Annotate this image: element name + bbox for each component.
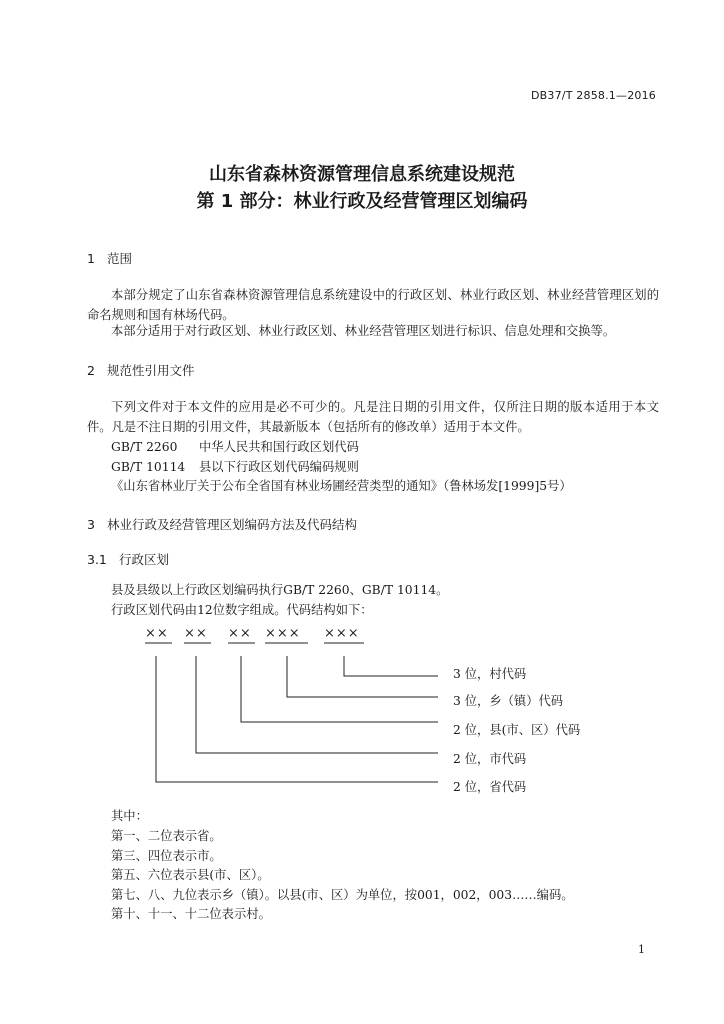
document-title: 山东省森林资源管理信息系统建设规范 [209,164,515,185]
section-2-para-1: 下列文件对于本文件的应用是必不可少的。凡是注日期的引用文件，仅所注日期的版本适用于本文件。凡是不注日期的引用文件，其最新版本（包括所有的修改单）适用于本文件。 [87,400,659,434]
reference-item [111,437,359,455]
note-line: 第五、六位表示县(市、区）。 [111,868,270,882]
code-group-city: ×× [184,626,208,641]
note-line: 第一、二位表示省。 [111,829,222,843]
section-number: 1 [87,251,95,266]
standard-code: DB37/T 2858.1—2016 [530,89,656,102]
connector-township [287,656,438,697]
section-2-heading [87,361,195,379]
section-title: 范围 [107,251,133,266]
connector-city [196,656,438,753]
label-village-code: 3 位，村代码 [453,667,527,681]
document-subtitle: 第 1 部分：林业行政及经营管理区划编码 [196,191,528,212]
section-title: 行政区划 [119,552,170,567]
section-number: 2 [87,363,95,378]
section-3-1-heading [87,550,169,568]
note-line: 第十、十一、十二位表示村。 [111,907,271,921]
label-province-code: 2 位，省代码 [453,780,527,794]
reference-item [111,457,359,475]
code-group-county: ×× [228,626,252,641]
section-title: 林业行政及经营管理区划编码方法及代码结构 [107,517,358,532]
page-number: 1 [638,943,645,956]
section-number: 3.1 [87,552,107,567]
reference-code: GB/T 2260 [111,440,178,454]
label-township-code: 3 位，乡（镇）代码 [453,694,564,708]
section-1-para-1: 本部分规定了山东省森林资源管理信息系统建设中的行政区划、林业行政区划、林业经营管理区划的命名规则和国有林场代码。 [87,288,659,322]
section-1-para-2: 本部分适用于对行政区划、林业行政区划、林业经营管理区划进行标识、信息处理和交换等。 [111,324,616,338]
reference-code: GB/T 10114 [111,460,186,474]
section-3-1-line-1: 县及县级以上行政区划编码执行GB/T 2260、GB/T 10114。 [111,583,449,597]
reference-item-notice: 《山东省林业厅关于公布全省国有林业场圃经营类型的通知》（鲁林场发[1999]5号） [111,479,572,493]
section-1-heading [87,249,132,267]
code-group-township: ××× [265,626,301,641]
section-title: 规范性引用文件 [107,363,195,378]
connector-village [344,656,438,676]
note-line: 第七、八、九位表示乡（镇）。以县(市、区）为单位，按001，002，003……编码。 [111,888,574,902]
code-group-province: ×× [145,626,169,641]
note-line: 第三、四位表示市。 [111,849,222,863]
section-3-1-line-2: 行政区划代码由12位数字组成。代码结构如下： [111,603,373,617]
label-city-code: 2 位，市代码 [453,752,527,766]
section-number: 3 [87,517,95,532]
reference-title: 中华人民共和国行政区划代码 [199,440,359,454]
reference-title: 县以下行政区划代码编码规则 [199,460,359,474]
label-county-code: 2 位，县(市、区）代码 [453,723,581,737]
section-3-heading [87,515,357,533]
connector-province [156,656,438,782]
code-group-village: ××× [324,626,360,641]
connector-county [241,656,438,722]
notes-intro: 其中： [111,809,148,823]
